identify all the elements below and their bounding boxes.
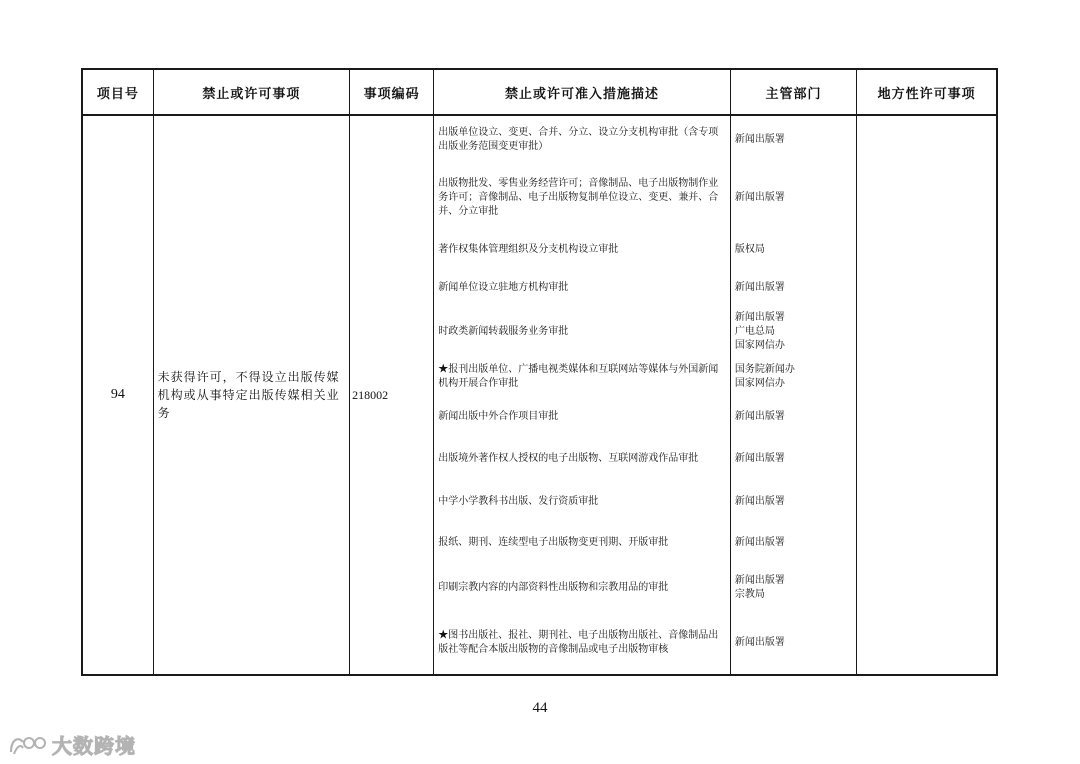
department-name: 新闻出版署 (734, 192, 785, 203)
department-column (730, 115, 856, 675)
header-measure-desc: 禁止或许可准入措施描述 (434, 69, 731, 115)
department-name: 新闻出版署 (734, 411, 785, 422)
measure-description: ★报刊出版单位、广播电视类媒体和互联网站等媒体与外国新闻机构开展合作审批 (438, 364, 719, 389)
item-name: 未获得许可，不得设立出版传媒机构或从事特定出版传媒相关业务 (153, 115, 349, 675)
department-name: 新闻出版署 (734, 496, 785, 507)
header-local-item: 地方性许可事项 (857, 69, 997, 115)
department-name: 新闻出版署 (734, 637, 785, 648)
local-item (857, 115, 997, 675)
dashu-logo-icon (8, 732, 48, 758)
header-code: 事项编码 (350, 69, 434, 115)
department-entry (731, 482, 856, 522)
page-number: 44 (532, 700, 548, 716)
department-entry (731, 116, 856, 164)
department-name: 新闻出版署 (734, 282, 785, 293)
measure-description: ★图书出版社、报社、期刊社、电子出版物出版社、音像制品出版社等配合本版出版物的音像制品或电子出版物审核 (438, 630, 719, 655)
department-entry (731, 522, 856, 564)
table-header-row (82, 69, 997, 115)
department-entry (731, 356, 856, 398)
department-entry (731, 268, 856, 308)
department-entry (731, 232, 856, 268)
department-entry (731, 308, 856, 356)
measure-description: 新闻出版中外合作项目审批 (438, 411, 559, 422)
measure-description: 时政类新闻转载服务业务审批 (438, 326, 569, 337)
measure-description-list (434, 116, 730, 674)
regulation-table (81, 68, 998, 676)
department-name: 新闻出版署 宗教局 (734, 575, 785, 600)
measure-description: 出版单位设立、变更、合并、分立、设立分支机构审批（含专项出版业务范围变更审批） (438, 127, 719, 152)
department-entry (731, 398, 856, 436)
measure-description: 出版境外著作权人授权的电子出版物、互联网游戏作品审批 (438, 453, 699, 464)
department-name: 版权局 (734, 244, 765, 255)
measure-description: 报纸、期刊、连续型电子出版物变更刊期、开版审批 (438, 537, 669, 548)
header-department: 主管部门 (730, 69, 856, 115)
measure-description: 出版物批发、零售业务经营许可；音像制品、电子出版物制作业务许可；音像制品、电子出版物复制单位设立、变更、兼并、合并、分立审批 (438, 178, 719, 217)
project-number: 94 (82, 115, 153, 675)
header-item: 禁止或许可事项 (153, 69, 349, 115)
item-code: 218002 (350, 115, 434, 675)
department-entry (731, 436, 856, 482)
department-entry (731, 564, 856, 612)
measure-description: 著作权集体管理组织及分支机构设立审批 (438, 244, 619, 255)
department-name: 新闻出版署 (734, 453, 785, 464)
table-row (82, 115, 997, 675)
watermark-text: 大数跨境 (52, 734, 136, 758)
measure-description: 印刷宗教内容的内部资料性出版物和宗教用品的审批 (438, 582, 669, 593)
measure-description: 新闻单位设立驻地方机构审批 (438, 282, 569, 293)
department-name: 新闻出版署 (734, 537, 785, 548)
department-list (731, 116, 856, 674)
department-name: 国务院新闻办 国家网信办 (734, 364, 795, 389)
department-name: 新闻出版署 广电总局 国家网信办 (734, 312, 785, 351)
measure-description-column (434, 115, 731, 675)
header-project-no: 项目号 (82, 69, 153, 115)
measure-description: 中学小学教科书出版、发行资质审批 (438, 496, 599, 507)
watermark (8, 730, 136, 759)
department-entry (731, 612, 856, 674)
department-entry (731, 164, 856, 232)
department-name: 新闻出版署 (734, 134, 785, 145)
